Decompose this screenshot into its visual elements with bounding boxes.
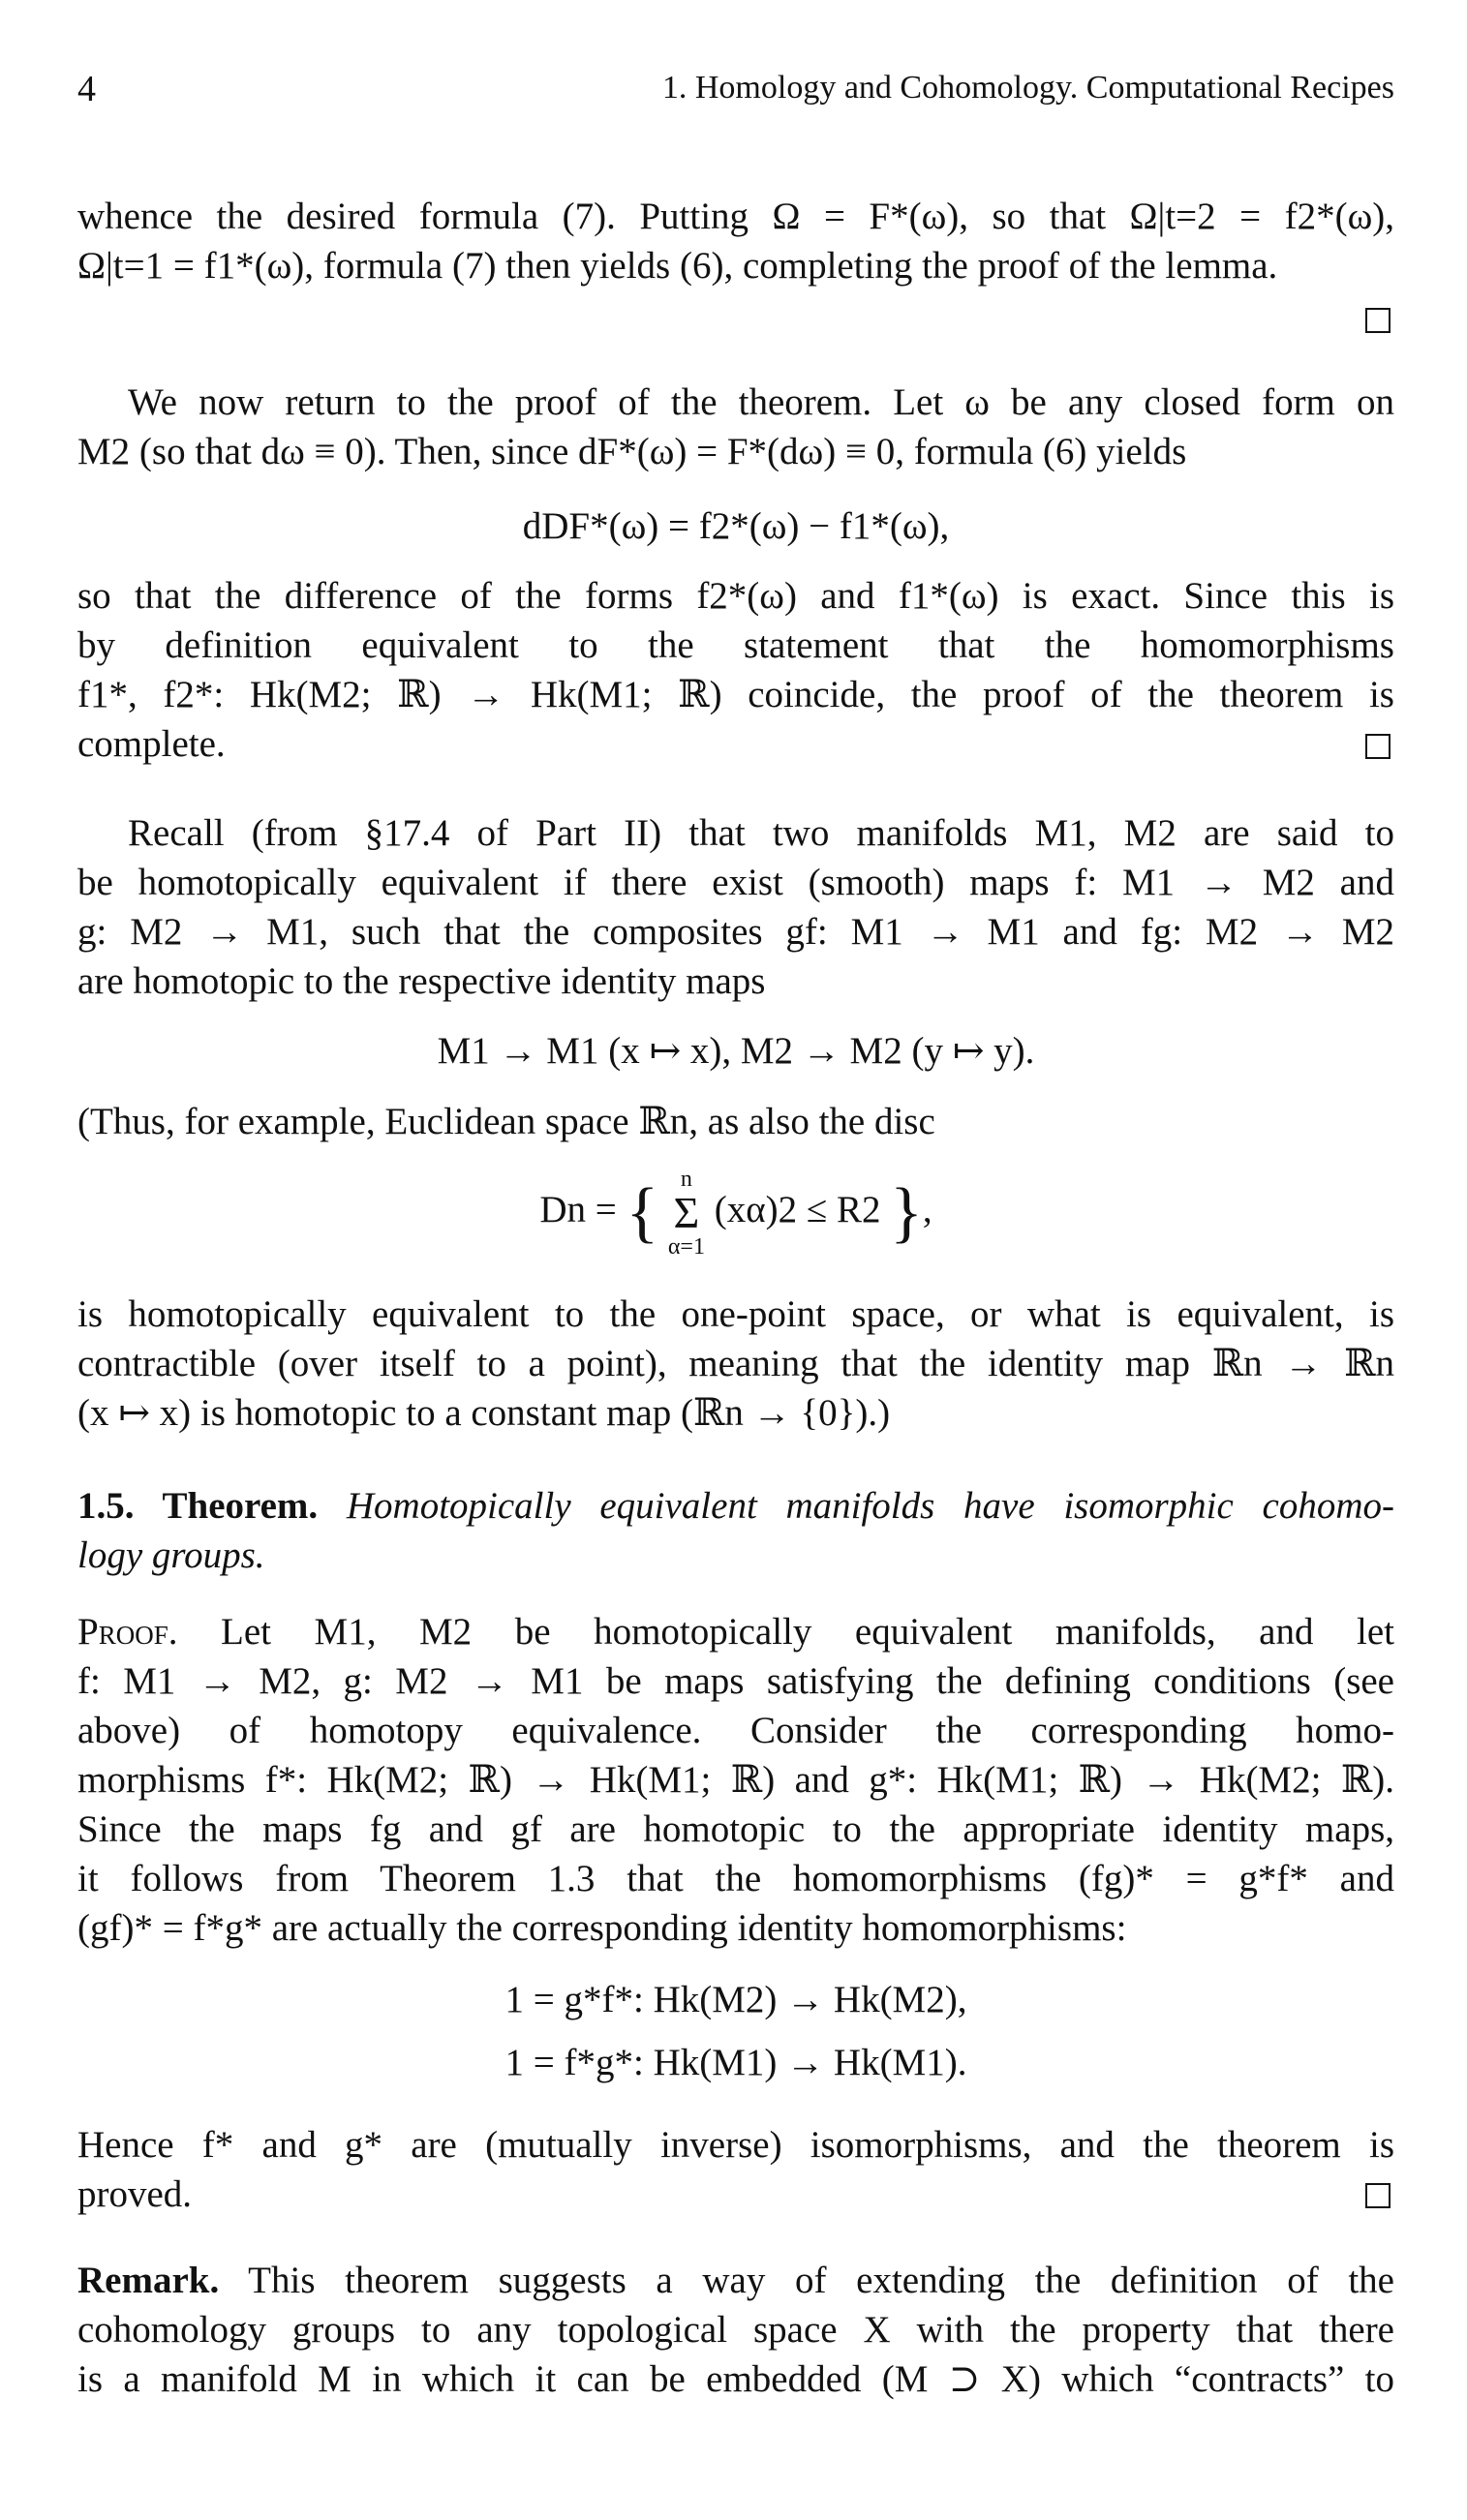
remark-block [77,2256,1394,2404]
proof-line [77,1607,1394,1656]
right-brace: } [890,1175,923,1251]
sigma-symbol: Σ [673,1188,700,1238]
sum-lower-limit: α=1 [667,1234,705,1260]
qed-box [1365,2183,1391,2208]
text-line: above) of homotopy equivalence. Consider the corresponding homo- [77,1710,1394,1751]
paragraph-contractible [77,1290,1394,1438]
text-line: M2 (so that dω ≡ 0). Then, since dF*(ω) = F*(dω) ≡ 0, formula (6) yields [77,431,1187,472]
text-line: so that the difference of the forms f2*(ω) and f1*(ω) is exact. Since this is [77,575,1394,617]
disc-body: (xα)2 ≤ R2 [714,1189,881,1230]
paragraph-lemma-end [77,192,1394,290]
theorem-line [77,1481,1394,1531]
paragraph-return-proof [77,378,1394,476]
text-line: it follows from Theorem 1.3 that the homomorphisms (fg)* = g*f* and [77,1858,1394,1899]
page-header [77,68,1394,116]
sum-upper-limit: n [680,1167,692,1193]
paragraph-euclidean-example [77,1097,1394,1146]
text-line: f: M1 → M2, g: M2 → M1 be maps satisfying the defining conditions (see [77,1660,1394,1702]
text-line: cohomology groups to any topological space X with the property that there [77,2309,1394,2351]
theorem-1-5 [77,1481,1394,1580]
left-brace: { [626,1175,659,1251]
remark-label: Remark. [77,2260,220,2301]
equation-g-star-f-star: 1 = g*f*: Hk(M2) → Hk(M2), [504,1979,967,2020]
running-title: 1. Homology and Cohomology. Computational Recipes [661,70,1394,106]
text-line: (Thus, for example, Euclidean space ℝn, as also the disc [77,1101,935,1142]
remark-text: This theorem suggests a way of extending the definition of the [248,2260,1394,2301]
text-line: whence the desired formula (7). Putting Ω = F*(ω), so that Ω|t=2 = f2*(ω), [77,196,1394,237]
text-line: are homotopic to the respective identity maps [77,960,766,1002]
disc-lhs: Dn = [539,1189,617,1230]
text-line: morphisms f*: Hk(M2; ℝ) → Hk(M1; ℝ) and g*: Hk(M1; ℝ) → Hk(M2; ℝ). [77,1759,1394,1801]
text-line: is a manifold M in which it can be embedded (M ⊃ X) which “contracts” to [77,2358,1394,2400]
text-line: be homotopically equivalent if there exist (smooth) maps f: M1 → M2 and [77,862,1394,903]
remark-line [77,2256,1394,2305]
text-line: (x ↦ x) is homotopic to a constant map (ℝn → {0}).) [77,1392,891,1434]
paragraph-conclusion [77,2120,1394,2219]
proof-text: Let M1, M2 be homotopically equivalent manifolds, and let [221,1611,1395,1653]
text-line: Since the maps fg and gf are homotopic to the appropriate identity maps, [77,1808,1394,1850]
text-line: Hence f* and g* are (mutually inverse) isomorphisms, and the theorem is [77,2124,1394,2166]
proof-label: Proof. [77,1611,178,1653]
text-line: proved. [77,2173,193,2215]
theorem-label: 1.5. Theorem. [77,1485,319,1527]
text-line: We now return to the proof of the theorem. Let ω be any closed form on [128,381,1394,423]
text-line: complete. [77,723,226,765]
qed-box [1365,734,1391,759]
text-line: by definition equivalent to the statement that the homomorphisms [77,624,1394,666]
text-line: g: M2 → M1, such that the composites gf: M1 → M1 and fg: M2 → M2 [77,911,1394,953]
text-line: Ω|t=1 = f1*(ω), formula (7) then yields (6), completing the proof of the lemma. [77,245,1278,287]
text-line: Recall (from §17.4 of Part II) that two manifolds M1, M2 are said to [128,812,1394,854]
equation-ddf: dDF*(ω) = f2*(ω) − f1*(ω), [522,505,950,547]
equation-disc: Dn = { n Σ α=1 (xα)2 ≤ R2 }, [539,1167,932,1260]
text-line: f1*, f2*: Hk(M2; ℝ) → Hk(M1; ℝ) coincide, the proof of the theorem is [77,674,1394,715]
equation-f-star-g-star: 1 = f*g*: Hk(M1) → Hk(M1). [504,2042,967,2083]
theorem-text: Homotopically equivalent manifolds have isomorphic cohomo- [346,1485,1394,1527]
theorem-text: logy groups. [77,1534,265,1576]
qed-box [1365,308,1391,333]
text-line: (gf)* = f*g* are actually the corresponding identity homomorphisms: [77,1907,1127,1949]
text-line: contractible (over itself to a point), meaning that the identity map ℝn → ℝn [77,1343,1394,1384]
summation [668,1168,705,1259]
page-number: 4 [77,69,96,109]
proof-block [77,1607,1394,1953]
equation-identity-maps: M1 → M1 (x ↦ x), M2 → M2 (y ↦ y). [437,1030,1035,1072]
paragraph-homotopy-definition [77,808,1394,1006]
theorem-line [77,1531,1394,1580]
paragraph-exact-difference [77,571,1394,769]
text-line: is homotopically equivalent to the one-point space, or what is equivalent, is [77,1293,1394,1335]
